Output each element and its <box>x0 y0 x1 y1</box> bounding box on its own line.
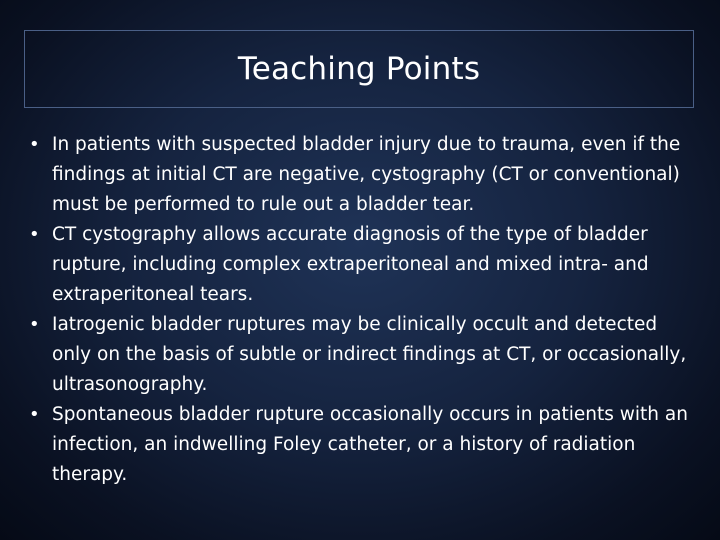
bullet-text: CT cystography allows accurate diagnosis of the type of bladder rupture, including complex extraperitoneal and mixed intra- and extraperitoneal tears. <box>52 224 649 305</box>
bullet-dot: • <box>29 134 40 155</box>
bullet-item <box>24 400 700 490</box>
bullet-item <box>24 310 700 400</box>
bullet-item <box>24 130 700 220</box>
bullet-text: Iatrogenic bladder ruptures may be clinically occult and detected only on the basis of subtle or indirect findings at CT, or occasionally, ultrasonography. <box>52 314 687 395</box>
bullet-dot: • <box>29 404 40 425</box>
bullet-dot: • <box>29 224 40 245</box>
bullet-dot: • <box>29 314 40 335</box>
bullet-list <box>24 130 700 490</box>
slide-title: Teaching Points <box>237 51 481 87</box>
bullet-text: Spontaneous bladder rupture occasionally occurs in patients with an infection, an indwelling Foley catheter, or a history of radiation therapy. <box>52 404 688 485</box>
bullet-item <box>24 220 700 310</box>
title-box <box>24 30 694 108</box>
bullet-text: In patients with suspected bladder injury due to trauma, even if the findings at initial CT are negative, cystography (CT or conventional) must be performed to rule out a bladder tear. <box>52 134 681 215</box>
